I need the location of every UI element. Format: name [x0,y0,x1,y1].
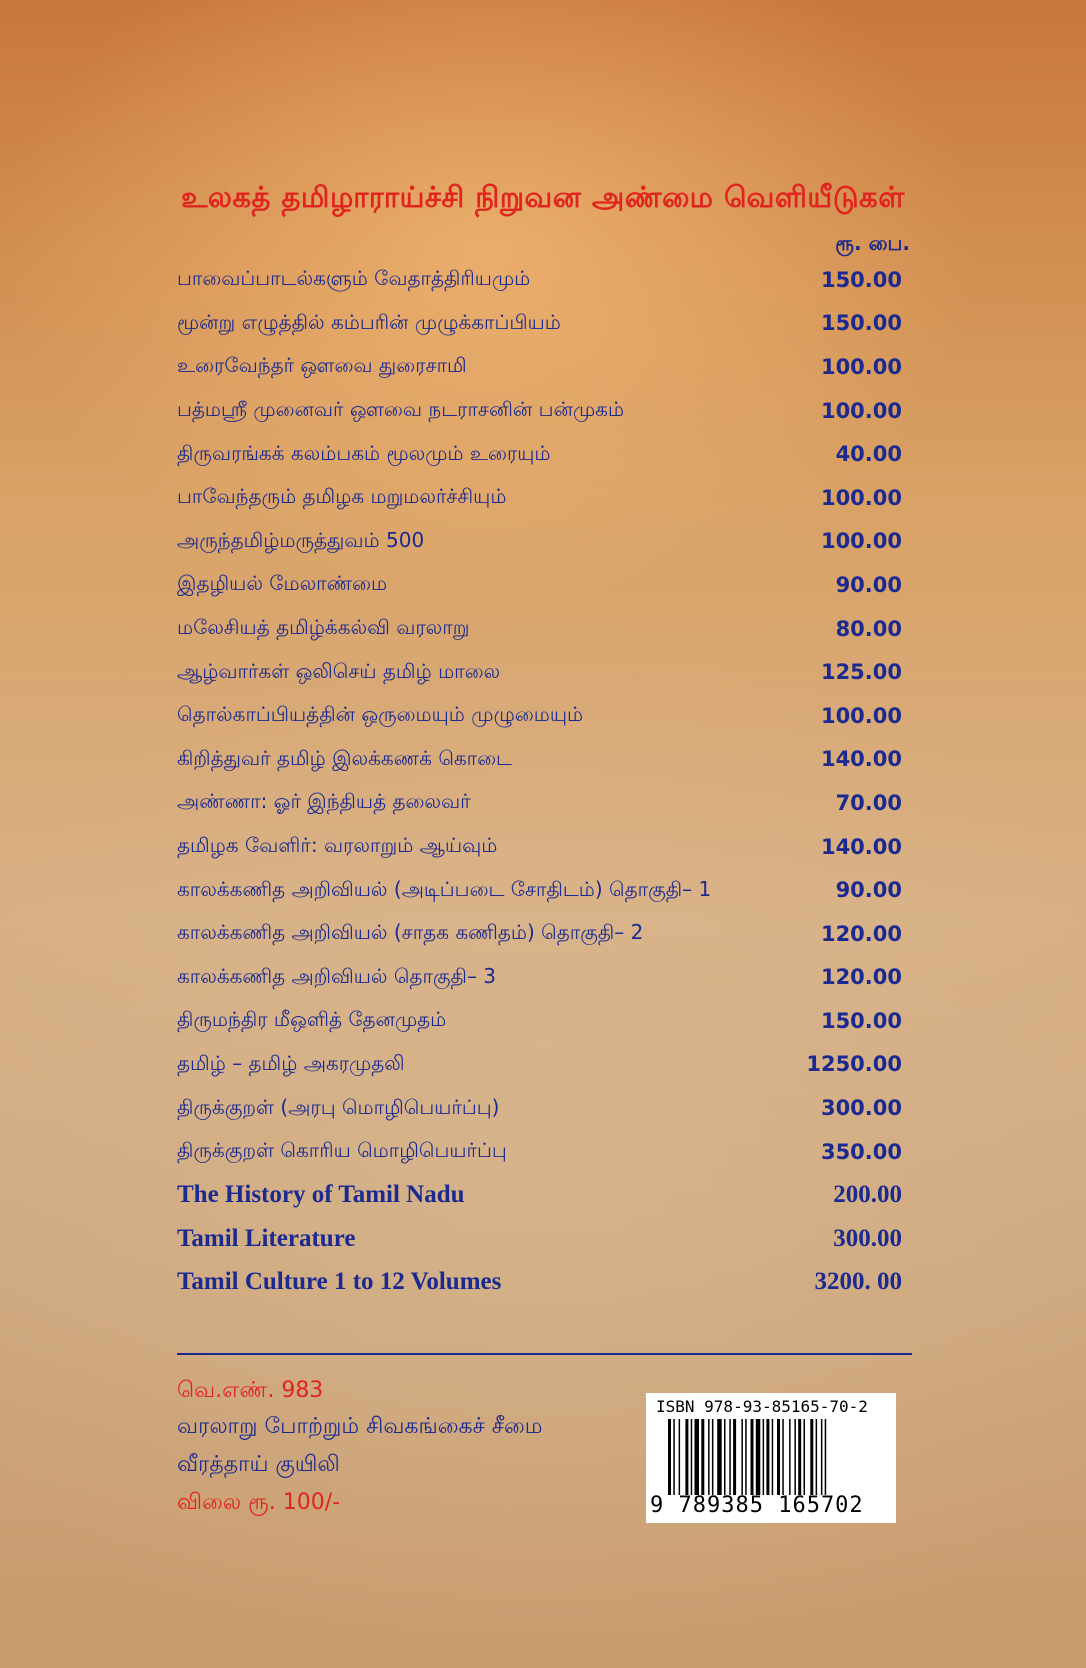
book-price-value: 100.00 [820,703,902,728]
barcode-bar [745,1419,747,1495]
book-row [177,868,902,912]
book-price-value: 40.00 [835,442,902,467]
catalog-heading: உலகத் தமிழாராய்ச்சி நிறுவன அண்மை வெளியீடுகள் [181,180,905,214]
barcode-bar [717,1419,722,1495]
barcode-icon [668,1419,883,1495]
book-price-value: 100.00 [820,485,902,510]
book-title: பத்மஸ்ரீ முனைவர் ஔவை நடராசனின் பன்முகம் [177,397,625,422]
book-title: கிறித்துவர் தமிழ் இலக்கணக் கொடை [177,745,512,770]
book-title: அண்ணா: ஓர் இந்தியத் தலைவர் [177,789,471,814]
book-price-value: 150.00 [820,311,902,336]
book-price-value: 3200. 00 [814,1268,902,1296]
book-price-list [177,258,902,1304]
price-unit-label: ரூ. பை. [835,231,910,255]
book-price-value: 120.00 [820,965,902,990]
barcode-bar [825,1419,827,1495]
book-row [177,563,902,607]
book-row [177,258,902,302]
book-title: காலக்கணித அறிவியல் தொகுதி– 3 [177,963,497,988]
barcode-bar [816,1419,818,1495]
ean-number: 9 789385 165702 [650,1493,864,1518]
book-title: The History of Tamil Nadu [177,1181,465,1209]
book-title: பாவேந்தரும் தமிழக மறுமலர்ச்சியும் [177,484,507,509]
book-price-value: 80.00 [835,616,902,641]
book-row [177,825,902,869]
barcode-bar [763,1419,765,1495]
book-title: திருவரங்கக் கலம்பகம் மூலமும் உரையும் [177,440,551,465]
book-title: தமிழ் – தமிழ் அகரமுதலி [177,1050,405,1075]
book-row [177,607,902,651]
book-row [177,302,902,346]
book-row [177,520,902,564]
book-price-value: 300.00 [820,1096,902,1121]
book-title: காலக்கணித அறிவியல் (அடிப்படை சோதிடம்) தொகுதி– 1 [177,876,712,901]
book-row [177,345,902,389]
volume-number: வெ.எண். 983 [177,1378,324,1403]
book-price-value: 140.00 [820,747,902,772]
book-row [177,999,902,1043]
barcode-bar [708,1419,710,1495]
divider-line [177,1353,912,1355]
book-title: உரைவேந்தர் ஔவை துரைசாமி [177,353,467,378]
book-title-line-2: வீரத்தாய் குயிலி [177,1452,340,1477]
barcode-bar [679,1419,681,1495]
barcode-bar [685,1419,688,1495]
barcode-bar [789,1419,791,1495]
barcode-bar [712,1419,714,1495]
book-price-value: 70.00 [835,790,902,815]
book-title: மலேசியத் தமிழ்க்கல்வி வரலாறு [177,615,470,640]
book-price-value: 90.00 [835,878,902,903]
book-price-value: 100.00 [820,354,902,379]
book-row [177,912,902,956]
book-title: இதழியல் மேலாண்மை [177,571,388,596]
book-price-value: 300.00 [833,1224,902,1252]
barcode-bar [691,1419,693,1495]
book-price: விலை ரூ. 100/- [177,1490,341,1515]
barcode-bar [673,1419,675,1495]
barcode-bar [695,1419,700,1495]
book-title: மூன்று எழுத்தில் கம்பரின் முழுக்காப்பியம் [177,309,561,334]
barcode-bar [782,1419,784,1495]
book-title: அருந்தமிழ்மருத்துவம் 500 [177,527,425,552]
book-price-value: 100.00 [820,398,902,423]
barcode-bar [772,1419,774,1495]
book-row [177,781,902,825]
book-footer [177,1378,543,1518]
barcode-bar [701,1419,704,1495]
barcode-bar [766,1419,769,1495]
barcode-bar [810,1419,813,1495]
book-row [177,1130,902,1174]
barcode-bar [794,1419,796,1495]
book-row [177,1173,902,1217]
book-row [177,1261,902,1305]
book-row [177,1086,902,1130]
book-row [177,650,902,694]
book-row [177,432,902,476]
barcode-bar [751,1419,754,1495]
book-price-value: 90.00 [835,572,902,597]
barcode-bar [668,1419,671,1495]
barcode-bar [804,1419,806,1495]
book-title: பாவைப்பாடல்களும் வேதாத்திரியமும் [177,266,531,291]
book-price-value: 120.00 [820,921,902,946]
book-title: தமிழக வேளிர்: வரலாறும் ஆய்வும் [177,833,498,858]
book-price-value: 100.00 [820,529,902,554]
book-row [177,1217,902,1261]
book-row [177,956,902,1000]
barcode-bar [733,1419,736,1495]
book-row [177,1043,902,1087]
book-price-value: 350.00 [820,1139,902,1164]
book-price-value: 1250.00 [806,1052,902,1077]
book-title: Tamil Culture 1 to 12 Volumes [177,1268,502,1296]
barcode-bar [741,1419,743,1495]
barcode-bar [756,1419,761,1495]
book-price-value: 140.00 [820,834,902,859]
book-price-value: 200.00 [833,1181,902,1209]
book-price-value: 150.00 [820,267,902,292]
book-row [177,476,902,520]
book-price-value: 150.00 [820,1008,902,1033]
book-title: திருக்குறள் (அரபு மொழிபெயர்ப்பு) [177,1094,500,1119]
book-title: திருமந்திர மீஒளித் தேனமுதம் [177,1007,447,1032]
book-price-value: 125.00 [820,660,902,685]
barcode-bar [777,1419,780,1495]
book-title: Tamil Literature [177,1224,356,1252]
barcode-bar [729,1419,731,1495]
barcode-bar [724,1419,726,1495]
book-title-line-1: வரலாறு போற்றும் சிவகங்கைச் சீமை [177,1414,543,1439]
barcode-bar [821,1419,823,1495]
book-row [177,738,902,782]
barcode-bar [798,1419,801,1495]
book-row [177,694,902,738]
book-title: ஆழ்வார்கள் ஒலிசெய் தமிழ் மாலை [177,658,501,683]
book-row [177,389,902,433]
book-title: காலக்கணித அறிவியல் (சாதக கணிதம்) தொகுதி– 2 [177,920,644,945]
book-title: தொல்காப்பியத்தின் ஒருமையும் முழுமையும் [177,702,584,727]
book-title: திருக்குறள் கொரிய மொழிபெயர்ப்பு [177,1138,507,1163]
isbn-barcode [646,1393,896,1523]
isbn-text: ISBN 978-93-85165-70-2 [656,1397,868,1416]
